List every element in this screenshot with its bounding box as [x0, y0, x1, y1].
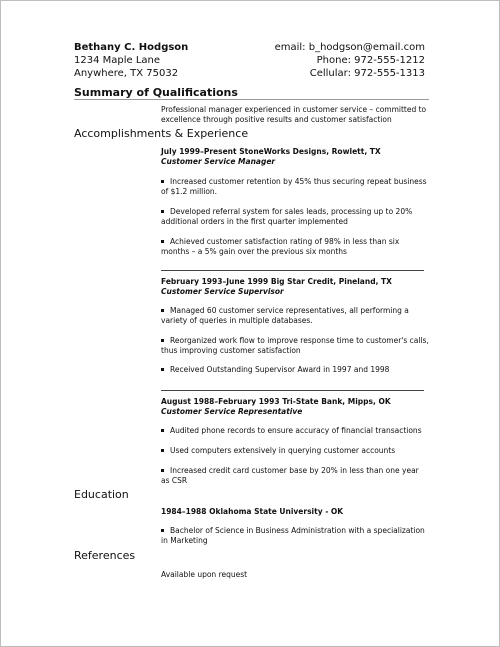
bullet-icon: [161, 180, 164, 183]
bullet-icon: [161, 469, 164, 472]
summary-rule: [74, 99, 429, 100]
applicant-name: Bethany C. Hodgson: [74, 42, 189, 53]
education-bullet: Bachelor of Science in Business Administration with a specialization in Marketing: [161, 526, 425, 545]
job-1-bullet-1: Increased customer retention by 45% thus securing repeat business of $1.2 million.: [161, 177, 427, 196]
bullet-icon: [161, 210, 164, 213]
email-line: email: b_hodgson@email.com: [274, 42, 425, 53]
job-1-heading: July 1999–Present StoneWorks Designs, Rowlett, TX: [161, 147, 381, 156]
job-3-bullet-1: Audited phone records to ensure accuracy of financial transactions: [161, 426, 429, 436]
contact-block-left: [74, 41, 188, 80]
job-2-heading: February 1993–June 1999 Big Star Credit, Pineland, TX: [161, 277, 392, 286]
job-2-bullet-3: Received Outstanding Supervisor Award in 1997 and 1998: [161, 365, 429, 375]
job-2-bullet-1: Managed 60 customer service representatives, all performing a variety of queries in multiple databases.: [161, 306, 409, 325]
address-line-1: 1234 Maple Lane: [74, 55, 161, 66]
bullet-icon: [161, 449, 164, 452]
accomplishments-heading: Accomplishments & Experience: [74, 127, 249, 140]
bullet-icon: [161, 309, 164, 312]
job-3-bullet-3: Increased credit card customer base by 20% in less than one year as CSR: [161, 466, 419, 485]
phone-line: Phone: 972-555-1212: [316, 55, 425, 66]
job-2-role: Customer Service Supervisor: [161, 287, 284, 296]
job-3-heading: August 1988–February 1993 Tri-State Bank, Mipps, OK: [161, 397, 391, 406]
job-2-divider: [161, 390, 424, 391]
education-entry: 1984–1988 Oklahoma State University - OK: [161, 507, 344, 516]
job-1-divider: [161, 270, 424, 271]
job-1-role: Customer Service Manager: [161, 157, 276, 166]
references-heading: References: [74, 549, 136, 562]
cellular-line: Cellular: 972-555-1313: [309, 68, 425, 79]
job-2-bullet-2: Reorganized work flow to improve response time to customer's calls, thus improving customer satisfaction: [161, 336, 429, 355]
education-heading: Education: [74, 488, 129, 501]
bullet-icon: [161, 529, 164, 532]
bullet-icon: [161, 339, 164, 342]
summary-text: Professional manager experienced in customer service – committed to excellence through positive results and customer satisfaction: [161, 105, 427, 124]
job-3-bullet-2: Used computers extensively in querying customer accounts: [161, 446, 429, 456]
summary-heading: Summary of Qualifications: [74, 86, 238, 99]
job-1-bullet-2: Developed referral system for sales leads, processing up to 20% additional orders in the first quarter implemented: [161, 207, 413, 226]
bullet-icon: [161, 368, 164, 371]
job-1-bullet-3: Achieved customer satisfaction rating of 98% in less than six months – a 5% gain over the previous six months: [161, 237, 400, 256]
bullet-icon: [161, 240, 164, 243]
job-3-role: Customer Service Representative: [161, 407, 303, 416]
contact-block-right: [275, 41, 425, 80]
address-line-2: Anywhere, TX 75032: [74, 68, 179, 79]
references-text: Available upon request: [161, 570, 248, 579]
bullet-icon: [161, 429, 164, 432]
